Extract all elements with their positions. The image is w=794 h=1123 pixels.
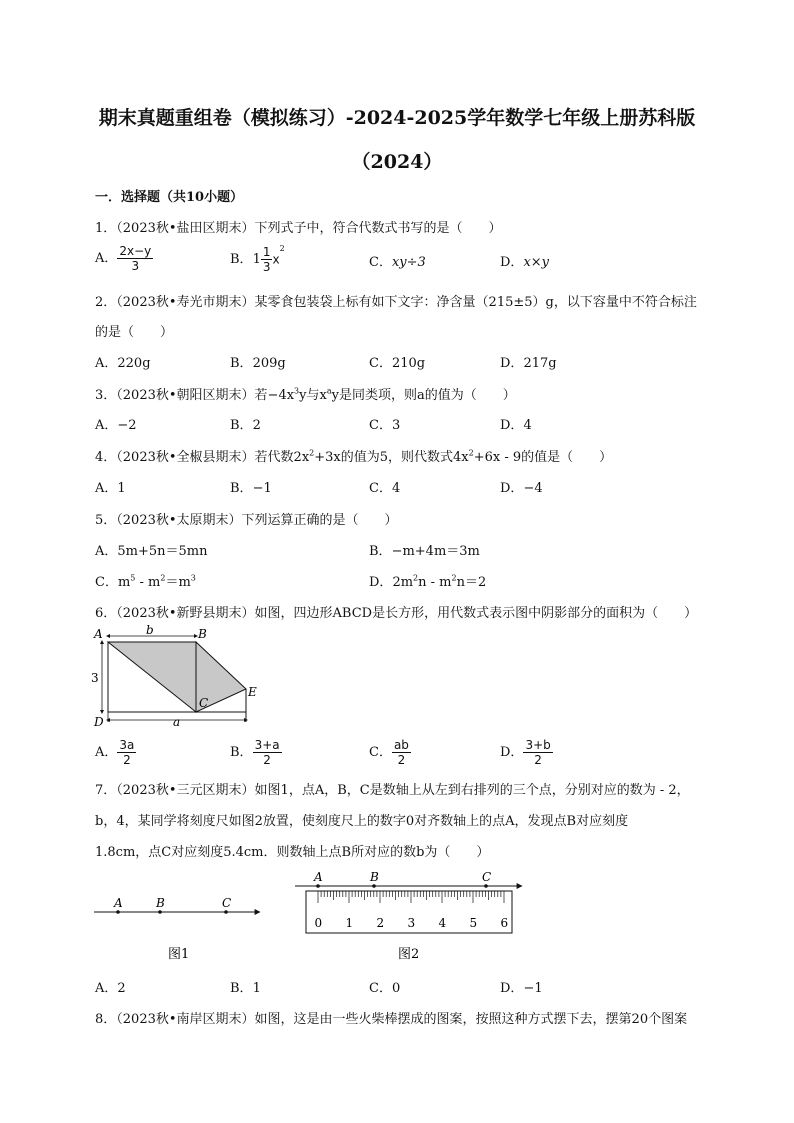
question-8: 8．（2023秋•南岸区期末）如图，这是由一些火柴棒摆成的图案，按照这种方式摆下去，摆第20个图案 — [95, 1012, 688, 1027]
q5-option-d: D．$2m^2n - m^2n=2$ — [369, 573, 487, 590]
question-3: 3．（2023秋•朝阳区期末）若$-4x^3y$与$x^ay$是同类项，则a的值为（ ） — [95, 386, 516, 403]
figure-6-rectangle — [88, 622, 278, 734]
question-5: 5．（2023秋•太原期末）下列运算正确的是（ ） — [95, 513, 398, 528]
ruler-number: 3 — [407, 916, 416, 930]
q5-option-a: A．5m+5n＝5mn — [95, 544, 208, 559]
q4-option-a: A．1 — [95, 481, 126, 496]
question-7-cont: b，4，某同学将刻度尺如图2放置，使刻度尺上的数字0对齐数轴上的点A，发现点B对应刻度 — [95, 814, 629, 829]
shaded-triangle — [108, 642, 196, 712]
ruler-number: 6 — [500, 916, 509, 930]
ruler-number: 2 — [376, 916, 385, 930]
ruler-label-B: B — [370, 870, 379, 884]
q5-option-c: C．$m^5 - m^2=m^3$ — [95, 573, 196, 590]
q1-option-d: D．x×y — [500, 255, 550, 270]
label-D: D — [94, 715, 104, 729]
label-A: A — [94, 627, 103, 641]
figure-7-numberline — [88, 892, 268, 962]
label-b: b — [146, 623, 154, 637]
q2-option-a: A．220g — [95, 356, 151, 371]
label-E: E — [248, 685, 257, 699]
question-2-cont: 的是（ ） — [95, 325, 174, 340]
question-7-cont2: 1.8cm，点C对应刻度5.4cm．则数轴上点B所对应的数b为（ ） — [95, 845, 490, 860]
question-6: 6．（2023秋•新野县期末）如图，四边形ABCD是长方形，用代数式表示图中阴影部分的面积为（ ） — [95, 606, 698, 621]
question-1: 1．（2023秋•盐田区期末）下列式子中，符合代数式书写的是（ ） — [95, 221, 502, 236]
q7-option-b: B．1 — [230, 981, 261, 996]
caption-fig1: 图1 — [168, 947, 190, 962]
q3-option-b: B．2 — [230, 418, 261, 433]
label-B: B — [198, 627, 207, 641]
ruler-label-A: A — [314, 870, 323, 884]
caption-fig2: 图2 — [398, 947, 420, 962]
page-subtitle: （2024） — [351, 151, 443, 173]
section-heading: 一．选择题（共10小题） — [95, 190, 244, 205]
label-C: C — [199, 696, 209, 710]
question-2: 2．（2023秋•寿光市期末）某零食包装袋上标有如下文字：净含量（215±5）g，以下容量中不符合标注 — [95, 295, 697, 310]
q2-option-c: C．210g — [369, 356, 426, 371]
ruler-number: 0 — [314, 916, 323, 930]
q7-option-c: C．0 — [369, 981, 401, 996]
page-title: 期末真题重组卷（模拟练习）-2024-2025学年数学七年级上册苏科版 — [98, 107, 696, 129]
q1-option-c: C．xy÷3 — [369, 255, 426, 270]
ruler-number: 4 — [438, 916, 447, 930]
q3-option-a: A．−2 — [95, 418, 137, 433]
q3-option-c: C．3 — [369, 418, 401, 433]
q2-option-b: B．209g — [230, 356, 286, 371]
label-3: 3 — [91, 671, 99, 685]
nl-label-C: C — [222, 896, 232, 910]
figure-7-ruler — [290, 868, 530, 964]
q4-option-c: C．4 — [369, 481, 401, 496]
q4-option-b: B．−1 — [230, 481, 272, 496]
label-a: a — [173, 715, 181, 729]
question-4: 4．（2023秋•全椒县期末）若代数$2x^2+3x$的值为5，则代数式$4x^2+6x - 9$的值是（ ） — [95, 448, 613, 465]
q2-option-d: D．217g — [500, 356, 557, 371]
question-7: 7．（2023秋•三元区期末）如图1，点A，B，C是数轴上从左到右排列的三个点，分别对应的数为 - 2， — [95, 783, 690, 798]
q6-option-d: D． $\frac{3+b}{2}$ — [500, 738, 551, 767]
nl-label-A: A — [114, 896, 123, 910]
q1-option-a: A． $\frac{2x-y}{3}$ — [95, 244, 152, 273]
q4-option-d: D．−4 — [500, 481, 543, 496]
q3-option-d: D．4 — [500, 418, 532, 433]
q6-option-c: C． $\frac{ab}{2}$ — [369, 738, 409, 767]
q7-option-a: A．2 — [95, 981, 126, 996]
nl-label-B: B — [156, 896, 165, 910]
q6-option-b: B． $\frac{3+a}{2}$ — [230, 738, 280, 767]
q1-option-b: B．1 $\frac{1}{3}$ $x^2$ — [230, 244, 285, 274]
q5-option-b: B．−m+4m＝3m — [369, 544, 480, 559]
q6-option-a: A． $\frac{3a}{2}$ — [95, 738, 135, 767]
ruler-number: 5 — [469, 916, 478, 930]
q7-option-d: D．−1 — [500, 981, 543, 996]
ruler-label-C: C — [482, 870, 492, 884]
ruler-number: 1 — [345, 916, 354, 930]
